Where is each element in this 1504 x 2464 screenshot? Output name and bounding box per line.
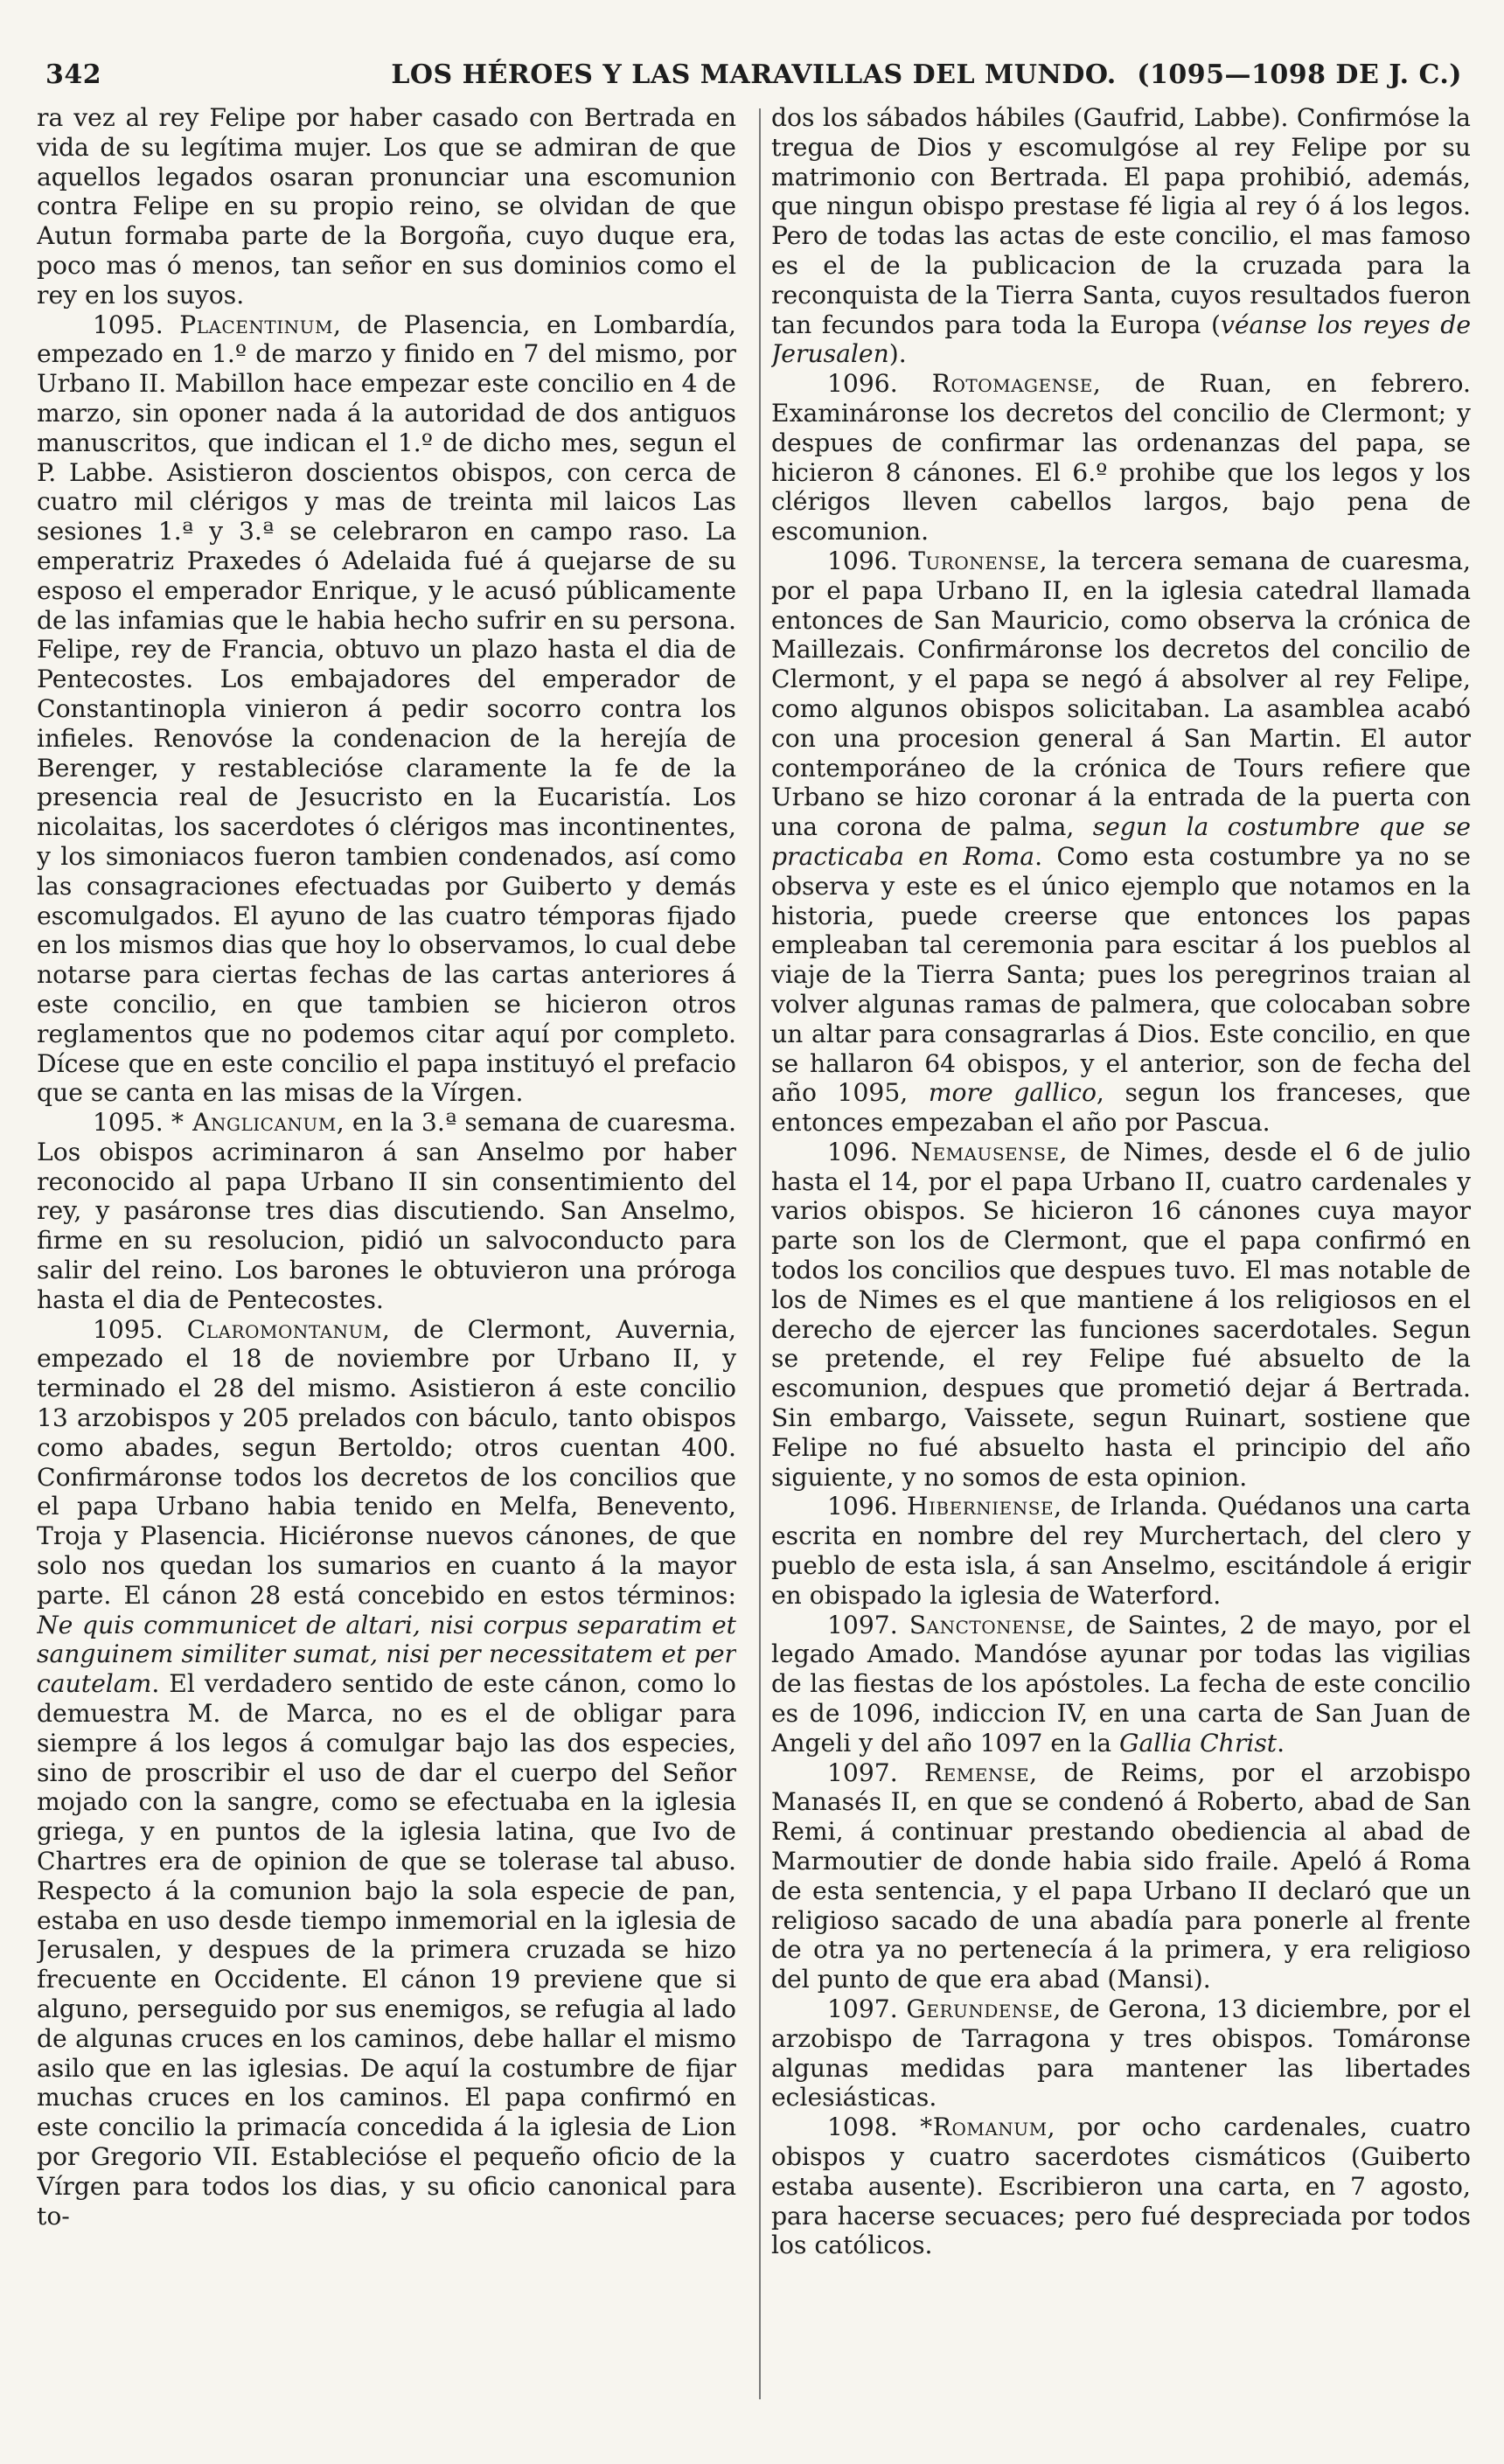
paragraph: 1095. Claromontanum, de Clermont, Auvernia, empezado el 18 de noviembre por Urbano II, y terminado el 28 del mismo. Asistieron á este concilio 13 arzobispos y 205 prelados con báculo, tanto obispos como abades, segun Bertoldo; otros cuentan 400. Confirmáronse todos los decretos de los concilios que el papa Urbano habia tenido en Melfa, Benevento, Troja y Plasencia. Hiciéronse nuevos cánones, de que solo nos quedan los sumarios en cuanto á la mayor parte. El cánon 28 está concebido en estos términos: Ne quis communicet de altari, nisi corpus separatim et sanguinem similiter sumat, nisi per necessitatem et per cautelam. El verdadero sentido de este cánon, como lo demuestra M. de Marca, no es el de obligar para siempre á los legos á comulgar bajo las dos especies, sino de proscribir el uso de dar el cuerpo del Señor mojado con la sangre, como se efectuaba en la iglesia griega, y en puntos de la iglesia latina, que Ivo de Chartres era de opinion de que se tolerase tal abuso. Respecto á la comunion bajo la sola especie de pan, estaba en uso desde tiempo inmemorial en la iglesia de Jerusalen, y despues de la primera cruzada se hizo frecuente en Occidente. El cánon 19 previene que si alguno, perseguido por sus enemigos, se refugia al lado de algunas cruces en los caminos, debe hallar el mismo asilo que en las iglesias. De aquí la costumbre de fijar muchas cruces en los caminos. El papa confirmó en este concilio la primacía concedida á la iglesia de Lion por Gregorio VII. Establecióse el pequeño oficio de la Vírgen para todos los dias, y su oficio canonical para to-: [37, 1314, 736, 2231]
year: 1098.: [827, 2112, 898, 2142]
council-name: *Romanum: [920, 2112, 1048, 2142]
paragraph: ra vez al rey Felipe por haber casado con Bertrada en vida de su legítima mujer. Los que se admiran de que aquellos legados osaran pronunciar una escomunion contra Felipe en su propio reino, se olvidan de que Autun formaba parte de la Borgoña, cuyo duque era, poco mas ó menos, tan señor en sus dominios como el rey en los suyos.: [37, 103, 736, 310]
council-name: Rotomagense: [931, 369, 1093, 399]
council-name: Gerundense: [906, 1994, 1054, 2023]
page-number: 342: [45, 59, 102, 90]
council-name: Remense: [923, 1758, 1030, 1787]
paragraph: dos los sábados hábiles (Gaufrid, Labbe). Confirmóse la tregua de Dios y escomulgóse al rey Felipe por su matrimonio con Bertrada. El papa prohibió, además, que ningun obispo prestase fé ligia al rey ó á los legos. Pero de todas las actas de este concilio, el mas famoso es el de la publicacion de la cruzada para la reconquista de la Tierra Santa, cuyos resultados fueron tan fecundos para toda la Europa (véanse los reyes de Jerusalen).: [771, 103, 1471, 369]
paragraph: 1095. Placentinum, de Plasencia, en Lombardía, empezado en 1.º de marzo y finido en 7 del mismo, por Urbano II. Mabillon hace empezar este concilio en 4 de marzo, sin oponer nada á la autoridad de dos antiguos manuscritos, que indican el 1.º de dicho mes, segun el P. Labbe. Asistieron doscientos obispos, con cerca de cuatro mil clérigos y mas de treinta mil laicos Las sesiones 1.ª y 3.ª se celebraron en campo raso. La emperatriz Praxedes ó Adelaida fué á quejarse de su esposo el emperador Enrique, y le acusó públicamente de las infamias que le habia hecho sufrir en su persona. Felipe, rey de Francia, obtuvo un plazo hasta el dia de Pentecostes. Los embajadores del emperador de Constantinopla vinieron á pedir socorro contra los infieles. Renovóse la condenacion de la herejía de Berenger, y restablecióse claramente la fe de la presencia real de Jesucristo en la Eucaristía. Los nicolaitas, los sacerdotes ó clérigos mas incontinentes, y los simoniacos fueron tambien condenados, así como las consagraciones efectuadas por Guiberto y demás escomulgados. El ayuno de las cuatro témporas fijado en los mismos dias que hoy lo observamos, lo cual debe notarse para ciertas fechas de las cartas anteriores á este concilio, en que tambien se hicieron otros reglamentos que no podemos citar aquí por completo. Dícese que en este concilio el papa instituyó el prefacio que se canta en las misas de la Vírgen.: [37, 310, 736, 1108]
year: 1095.: [93, 1108, 164, 1138]
paragraph: 1095. * Anglicanum, en la 3.ª semana de cuaresma. Los obispos acriminaron á san Anselmo por haber reconocido al papa Urbano II sin consentimiento del rey, y pasáronse tres dias discutiendo. San Anselmo, firme en su resolucion, pidió un salvoconducto para salir del reino. Los barones le obtuvieron una próroga hasta el dia de Pentecostes.: [37, 1108, 736, 1314]
council-name: Claromontanum: [186, 1314, 382, 1344]
council-name: Placentinum: [179, 310, 333, 339]
left-column: [37, 103, 736, 2412]
latin-quote: Ne quis communicet de altari, nisi corpus separatim et sanguinem similiter sumat, nisi per necessitatem et per cautelam: [37, 1610, 736, 1699]
year: 1095.: [93, 310, 164, 339]
council-name: Sanctonense: [909, 1610, 1067, 1639]
year: 1097.: [827, 1758, 898, 1787]
year: 1097.: [827, 1610, 898, 1639]
year: 1096.: [827, 369, 898, 399]
council-name: Turonense: [909, 546, 1040, 575]
year: 1096.: [827, 546, 898, 575]
paragraph: 1096. Rotomagense, de Ruan, en febrero. Examináronse los decretos del concilio de Clermont; y despues de confirmar las ordenanzas del papa, se hicieron 8 cánones. El 6.º prohibe que los legos y los clérigos lleven cabellos largos, bajo pena de escomunion.: [771, 369, 1471, 546]
running-title: LOS HÉROES Y LAS MARAVILLAS DEL MUNDO.: [391, 59, 1117, 90]
paragraph: 1097. Remense, de Reims, por el arzobispo Manasés II, en que se condenó á Roberto, abad de San Remi, á continuar prestando obediencia al abad de Marmoutier de donde habia sido fraile. Apeló á Roma de esta sentencia, y el papa Urbano II declaró que un religioso sacado de una abadía para ponerle al frente de otra ya no pertenecía á la primera, y era religioso del punto de que era abad (Mansi).: [771, 1758, 1471, 1994]
council-name: Nemausense: [910, 1137, 1060, 1166]
running-header: [45, 59, 1462, 100]
date-range: (1095—1098 DE J. C.): [1137, 59, 1462, 90]
year: 1097.: [827, 1994, 898, 2023]
year: 1096.: [827, 1492, 898, 1521]
paragraph: 1096. Turonense, la tercera semana de cuaresma, por el papa Urbano II, en la iglesia catedral llamada entonces de San Mauricio, como observa la crónica de Maillezais. Confirmáronse los decretos del concilio de Clermont, y el papa se negó á absolver al rey Felipe, como algunos obispos solicitaban. La asamblea acabó con una procesion general á San Martin. El autor contemporáneo de la crónica de Tours refiere que Urbano se hizo coronar á la entrada de la puerta con una corona de palma, segun la costumbre que se practicaba en Roma. Como esta costumbre ya no se observa y este es el único ejemplo que notamos en la historia, puede creerse que entonces los papas empleaban tal ceremonia para escitar á los pueblos al viaje de la Tierra Santa; pues los peregrinos traian al volver algunas ramas de palmera, que colocaban sobre un altar para consagrarlas á Dios. Este concilio, en que se hallaron 64 obispos, y el anterior, son de fecha del año 1095, more gallico, segun los franceses, que entonces empezaban el año por Pascua.: [771, 546, 1471, 1138]
paragraph: 1098. *Romanum, por ocho cardenales, cuatro obispos y cuatro sacerdotes cismáticos (Guiberto estaba ausente). Escribieron una carta, en 7 agosto, para hacerse secuaces; pero fué despreciada por todos los católicos.: [771, 2112, 1471, 2260]
paragraph: 1097. Gerundense, de Gerona, 13 diciembre, por el arzobispo de Tarragona y tres obispos. Tomáronse algunas medidas para mantener las libertades eclesiásticas.: [771, 1994, 1471, 2112]
council-name: Hiberniense: [906, 1492, 1055, 1521]
paragraph: 1096. Nemausense, de Nimes, desde el 6 de julio hasta el 14, por el papa Urbano II, cuatro cardenales y varios obispos. Se hicieron 16 cánones cuya mayor parte son los de Clermont, que el papa confirmó en todos los concilios que despues tuvo. El mas notable de los de Nimes es el que mantiene á los religiosos en el derecho de ejercer las funciones sacerdotales. Segun se pretende, el rey Felipe fué absuelto de la escomunion, despues que prometió dejar á Bertrada. Sin embargo, Vaissete, segun Ruinart, sostiene que Felipe no fué absuelto hasta el principio del año siguiente, y no somos de esta opinion.: [771, 1137, 1471, 1492]
paragraph: 1096. Hiberniense, de Irlanda. Quédanos una carta escrita en nombre del rey Murchertach, del clero y pueblo de esta isla, á san Anselmo, escitándole á erigir en obispado la iglesia de Waterford.: [771, 1492, 1471, 1610]
column-divider: [759, 108, 761, 2399]
year: 1096.: [827, 1137, 898, 1166]
council-name: * Anglicanum: [171, 1108, 337, 1138]
paragraph: 1097. Sanctonense, de Saintes, 2 de mayo, por el legado Amado. Mandóse ayunar por todas las vigilias de las fiestas de los apóstoles. La fecha de este concilio es de 1096, indiccion IV, en una carta de San Juan de Angeli y del año 1097 en la Gallia Christ.: [771, 1610, 1471, 1758]
year: 1095.: [93, 1314, 164, 1344]
right-column: [771, 103, 1471, 2412]
